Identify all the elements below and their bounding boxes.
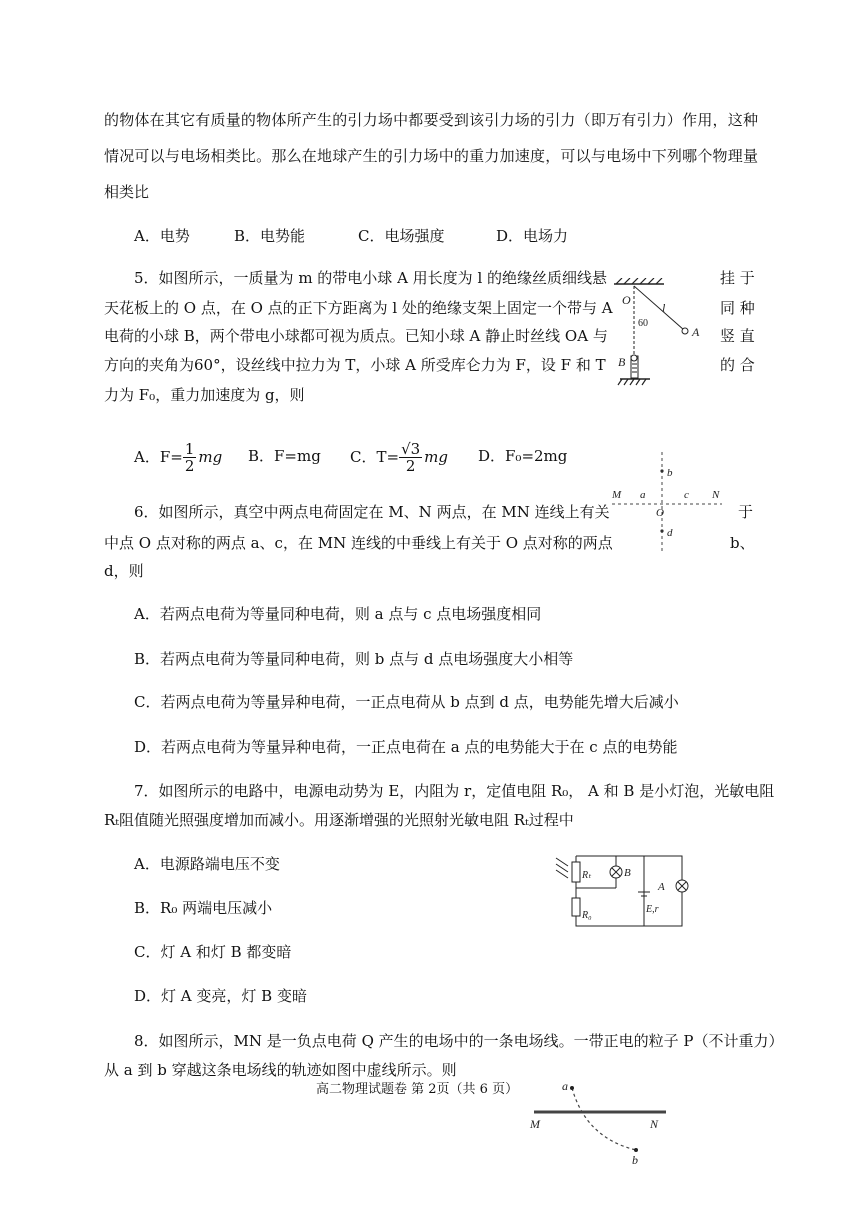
q5-option-a [134, 432, 222, 482]
q5-option-b: B．F=mg [248, 447, 321, 465]
q6-option-b: B．若两点电荷为等量同种电荷，则 b 点与 d 点电场强度大小相等 [134, 650, 574, 668]
q8-line-1: 8．如图所示，MN 是一负点电荷 Q 产生的电场中的一条电场线。一带正电的粒子 P（不计重力） [134, 1032, 784, 1050]
q6-line-1-tail: 于 [738, 503, 754, 521]
q6-line-2: 中点 O 点对称的两点 a、c，在 MN 连线的中垂线上有关于 O 点对称的两点 [104, 534, 613, 552]
q6-figure-d: d [667, 527, 673, 539]
q6-figure-b: b [667, 467, 673, 479]
q5-line-2: 天花板上的 O 点，在 O 点的正下方距离为 l 处的绝缘支架上固定一个带与 A [104, 299, 613, 317]
q7-figure-A: A [658, 881, 665, 893]
q5-figure-angle: 60 [638, 318, 648, 329]
q6-line-3: d，则 [104, 562, 144, 580]
q6-figure-N: N [712, 489, 720, 501]
q7-figure-R0: R₀ [582, 910, 592, 921]
q5-option-d: D．F₀=2mg [478, 447, 568, 465]
q6-option-c: C．若两点电荷为等量异种电荷，一正点电荷从 b 点到 d 点，电势能先增大后减小 [134, 693, 679, 711]
intro-line-2: 情况可以与电场相类比。那么在地球产生的引力场中的重力加速度，可以与电场中下列哪个物理量 [104, 147, 758, 165]
q4-option-b: B．电势能 [234, 227, 306, 245]
q7-option-b: B．R₀ 两端电压减小 [134, 899, 273, 917]
q6-figure-c: c [684, 489, 689, 501]
q5-line-4-tail: 的 合 [720, 356, 755, 374]
q5-option-a-suffix: mg [198, 448, 223, 466]
q5-figure-A: A [692, 325, 700, 339]
q6-option-a: A．若两点电荷为等量同种电荷，则 a 点与 c 点电场强度相同 [134, 605, 542, 623]
q8-field-line-figure [524, 1078, 674, 1166]
q5-line-4: 方向的夹角为60°，设丝线中拉力为 T，小球 A 所受库仑力为 F，设 F 和 T [104, 356, 606, 374]
q7-option-a: A．电源路端电压不变 [134, 855, 280, 873]
q7-circuit-figure [554, 846, 700, 932]
q5-line-1-tail: 挂 于 [720, 269, 755, 287]
q6-figure-M: M [612, 489, 622, 501]
q5-option-c [350, 432, 448, 482]
q8-figure-a: a [562, 1079, 568, 1093]
q6-option-d: D．若两点电荷为等量异种电荷，一正点电荷在 a 点的电势能大于在 c 点的电势能 [134, 738, 678, 756]
q5-line-3-tail: 竖 直 [720, 327, 755, 345]
q4-option-c: C．电场强度 [358, 227, 445, 245]
q4-option-a: A．电势 [134, 227, 190, 245]
q5-option-c-fraction [399, 441, 422, 474]
q4-option-d: D．电场力 [496, 227, 569, 245]
q5-figure-O: O [622, 293, 631, 307]
q5-option-c-denominator: 2 [405, 456, 416, 475]
q6-line-2-tail: b、 [730, 534, 755, 552]
q7-figure-B: B [624, 867, 631, 879]
q6-figure-a: a [640, 489, 646, 501]
q6-figure-O: O [656, 507, 664, 519]
q5-line-3: 电荷的小球 B，两个带电小球都可视为质点。已知小球 A 静止时丝线 OA 与 [104, 327, 608, 345]
q5-option-a-fraction [183, 441, 197, 474]
q5-line-1: 5．如图所示，一质量为 m 的带电小球 A 用长度为 l 的绝缘丝质细线悬 [134, 269, 608, 287]
q5-figure-l: l [662, 301, 666, 315]
q5-option-a-numerator: 1 [184, 439, 195, 458]
q7-figure-Rt: Rₜ [582, 870, 592, 881]
intro-line-3: 相类比 [104, 183, 150, 201]
q5-option-a-prefix: A．F= [134, 448, 183, 466]
intro-line-1: 的物体在其它有质量的物体所产生的引力场中都要受到该引力场的引力（即万有引力）作用，这种 [104, 111, 758, 129]
q5-line-2-tail: 同 种 [720, 299, 755, 317]
q8-line-2: 从 a 到 b 穿越这条电场线的轨迹如图中虚线所示。则 [104, 1061, 457, 1079]
q6-line-1: 6．如图所示，真空中两点电荷固定在 M、N 两点，在 MN 连线上有关 [134, 503, 610, 521]
q5-line-5: 力为 F₀，重力加速度为 g，则 [104, 386, 305, 404]
q5-pendulum-figure [608, 278, 712, 394]
q7-option-d: D．灯 A 变亮，灯 B 变暗 [134, 987, 307, 1005]
q7-line-1: 7．如图所示的电路中，电源电动势为 E，内阻为 r，定值电阻 R₀， A 和 B 是小灯泡，光敏电阻 [134, 782, 775, 800]
q7-line-2: Rₜ阻值随光照强度增加而减小。用逐渐增强的光照射光敏电阻 Rₜ过程中 [104, 811, 574, 829]
q6-charges-figure [604, 446, 728, 558]
q8-figure-b: b [632, 1153, 638, 1166]
q7-figure-E: E,r [646, 904, 659, 915]
q5-figure-B: B [618, 355, 626, 369]
q5-option-c-numerator: √3 [401, 439, 421, 458]
page-footer: 高二物理试题卷 第 2页（共 6 页） [316, 1082, 519, 1097]
q8-figure-M: M [530, 1117, 540, 1131]
q5-option-c-prefix: C．T= [350, 448, 400, 466]
q7-option-c: C．灯 A 和灯 B 都变暗 [134, 943, 292, 961]
q5-option-a-denominator: 2 [184, 456, 195, 475]
q8-figure-N: N [650, 1117, 659, 1131]
q5-option-c-suffix: mg [424, 448, 448, 466]
